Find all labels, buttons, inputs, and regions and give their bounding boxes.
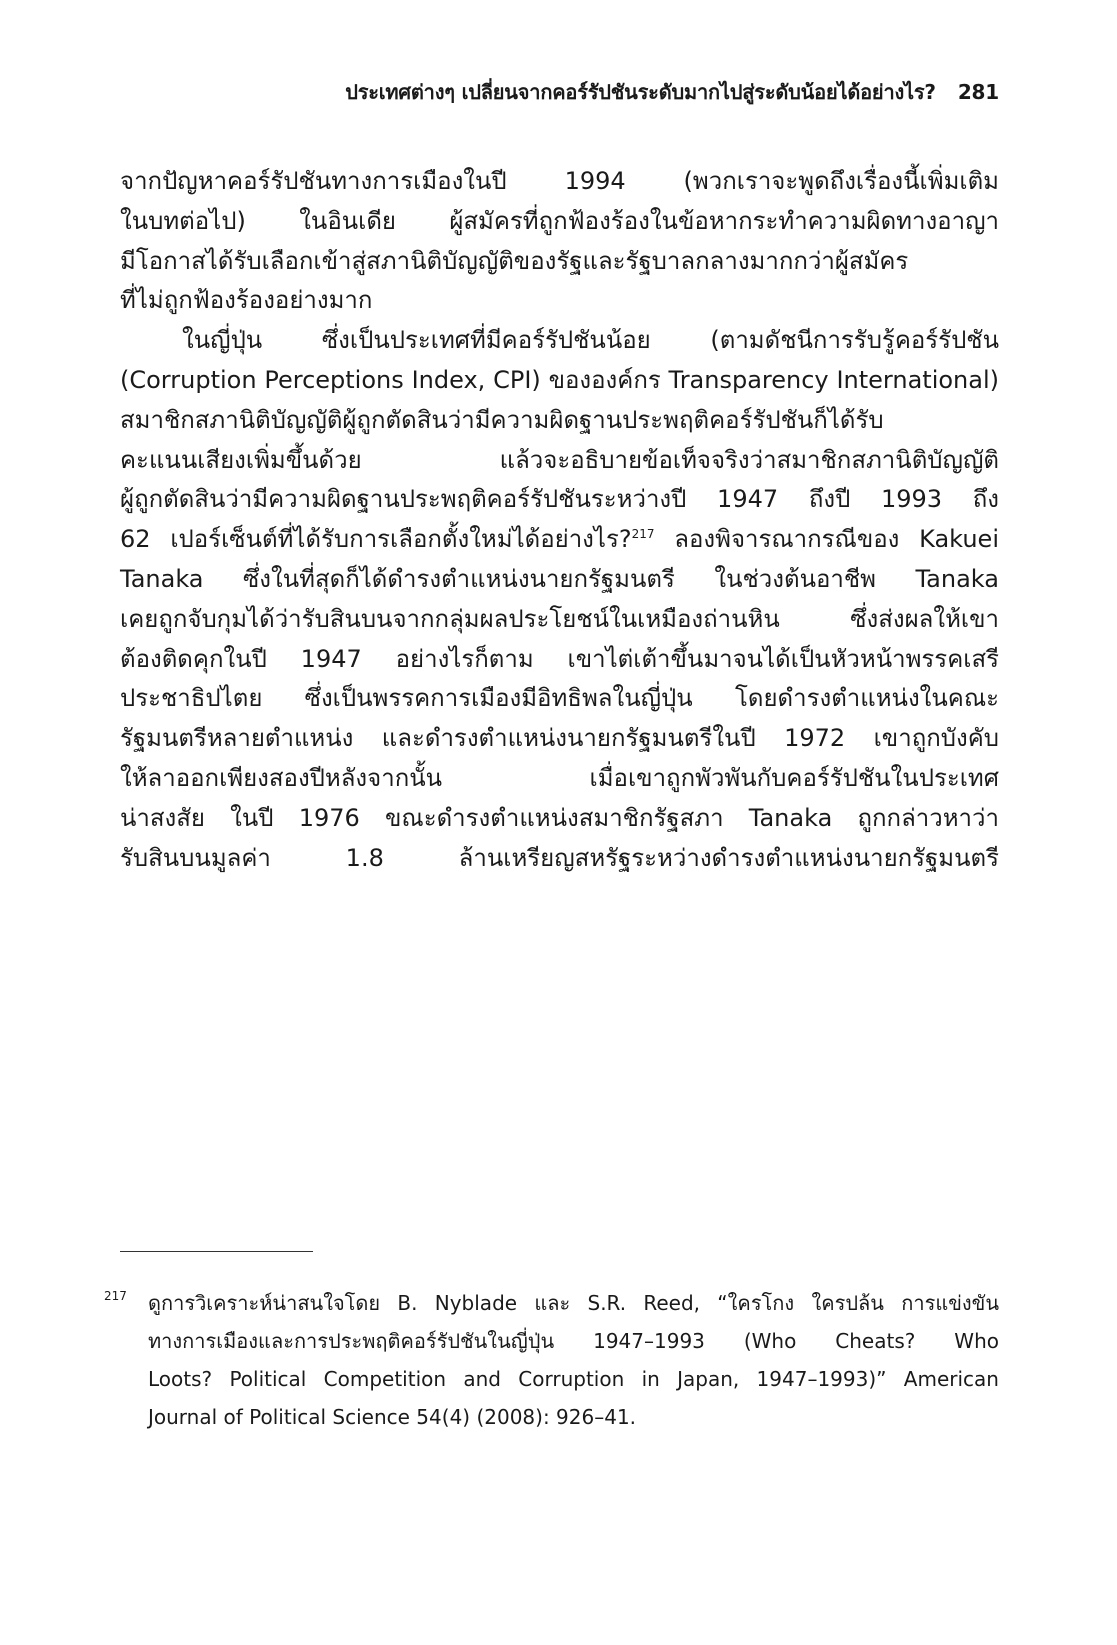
text-line: คะแนนเสียงเพิ่มขึ้นด้วย แล้วจะอธิบายข้อเท็จจริงว่าสมาชิกสภานิติบัญญัติ (120, 445, 999, 474)
running-head-title: ประเทศต่างๆ เปลี่ยนจากคอร์รัปชันระดับมากไปสู่ระดับน้อยได้อย่างไร? (345, 80, 936, 104)
body-text (120, 162, 999, 878)
text-line: รัฐมนตรีหลายตำแหน่ง และดำรงตำแหน่งนายกรัฐมนตรีในปี 1972 เขาถูกบังคับ (120, 724, 999, 753)
page-number: 281 (957, 80, 999, 104)
footnote-reference[interactable]: 217 (631, 527, 655, 542)
text-line: ที่ไม่ถูกฟ้องร้องอย่างมาก (120, 286, 373, 315)
footnote-line: ทางการเมืองและการประพฤติคอร์รัปชันในญี่ปุ่น 1947–1993 (Who Cheats? Who (148, 1329, 999, 1353)
text-line: Tanaka ซึ่งในที่สุดก็ได้ดำรงตำแหน่งนายกรัฐมนตรี ในช่วงต้นอาชีพ Tanaka (120, 564, 999, 593)
text-line: (Corruption Perceptions Index, CPI) ขององค์กร Transparency International) (120, 365, 999, 394)
text-line: ต้องติดคุกในปี 1947 อย่างไรก็ตาม เขาไต่เต้าขึ้นมาจนได้เป็นหัวหน้าพรรคเสรี (120, 644, 999, 673)
text-line: สมาชิกสภานิติบัญญัติผู้ถูกตัดสินว่ามีความผิดฐานประพฤติคอร์รัปชันก็ได้รับ (120, 405, 884, 434)
text-line: ในบทต่อไป) ในอินเดีย ผู้สมัครที่ถูกฟ้องร้องในข้อหากระทำความผิดทางอาญา (120, 206, 999, 235)
text-line: น่าสงสัย ในปี 1976 ขณะดำรงตำแหน่งสมาชิกรัฐสภา Tanaka ถูกกล่าวหาว่า (120, 803, 999, 832)
footnote-number: 217 (104, 1289, 127, 1303)
text-segment: 62 เปอร์เซ็นต์ที่ได้รับการเลือกตั้งใหม่ได้อย่างไร? (120, 525, 632, 554)
text-line: ในญี่ปุ่น ซึ่งเป็นประเทศที่มีคอร์รัปชันน้อย (ตามดัชนีการรับรู้คอร์รัปชัน (182, 326, 999, 355)
text-line: จากปัญหาคอร์รัปชันทางการเมืองในปี 1994 (พวกเราจะพูดถึงเรื่องนี้เพิ่มเติม (120, 167, 999, 195)
text-line: มีโอกาสได้รับเลือกเข้าสู่สภานิติบัญญัติของรัฐและรัฐบาลกลางมากกว่าผู้สมัคร (120, 246, 909, 275)
footnote-line: Journal of Political Science 54(4) (2008): 926–41. (148, 1405, 637, 1429)
footnote (104, 1284, 999, 1436)
text-line: ให้ลาออกเพียงสองปีหลังจากนั้น เมื่อเขาถูกพัวพันกับคอร์รัปชันในประเทศ (120, 763, 999, 792)
text-line: รับสินบนมูลค่า 1.8 ล้านเหรียญสหรัฐระหว่างดำรงตำแหน่งนายกรัฐมนตรี (120, 843, 999, 872)
text-segment: ลองพิจารณากรณีของ Kakuei (654, 525, 999, 554)
text-line-with-footnote (120, 520, 999, 560)
paragraph (120, 321, 999, 878)
text-line: ผู้ถูกตัดสินว่ามีความผิดฐานประพฤติคอร์รัปชันระหว่างปี 1947 ถึงปี 1993 ถึง (120, 485, 999, 514)
footnote-divider (120, 1251, 313, 1252)
text-line: ประชาธิปไตย ซึ่งเป็นพรรคการเมืองมีอิทธิพลในญี่ปุ่น โดยดำรงตำแหน่งในคณะ (120, 684, 999, 713)
running-head (120, 76, 999, 120)
text-line: เคยถูกจับกุมได้ว่ารับสินบนจากกลุ่มผลประโยชน์ในเหมืองถ่านหิน ซึ่งส่งผลให้เขา (120, 604, 999, 633)
footnote-line: Loots? Political Competition and Corruption in Japan, 1947–1993)” American (148, 1367, 999, 1391)
footnote-line: ดูการวิเคราะห์น่าสนใจโดย B. Nyblade และ S.R. Reed, “ใครโกง ใครปล้น การแข่งขัน (148, 1291, 999, 1315)
footnote-text (148, 1284, 999, 1436)
paragraph (120, 162, 999, 321)
